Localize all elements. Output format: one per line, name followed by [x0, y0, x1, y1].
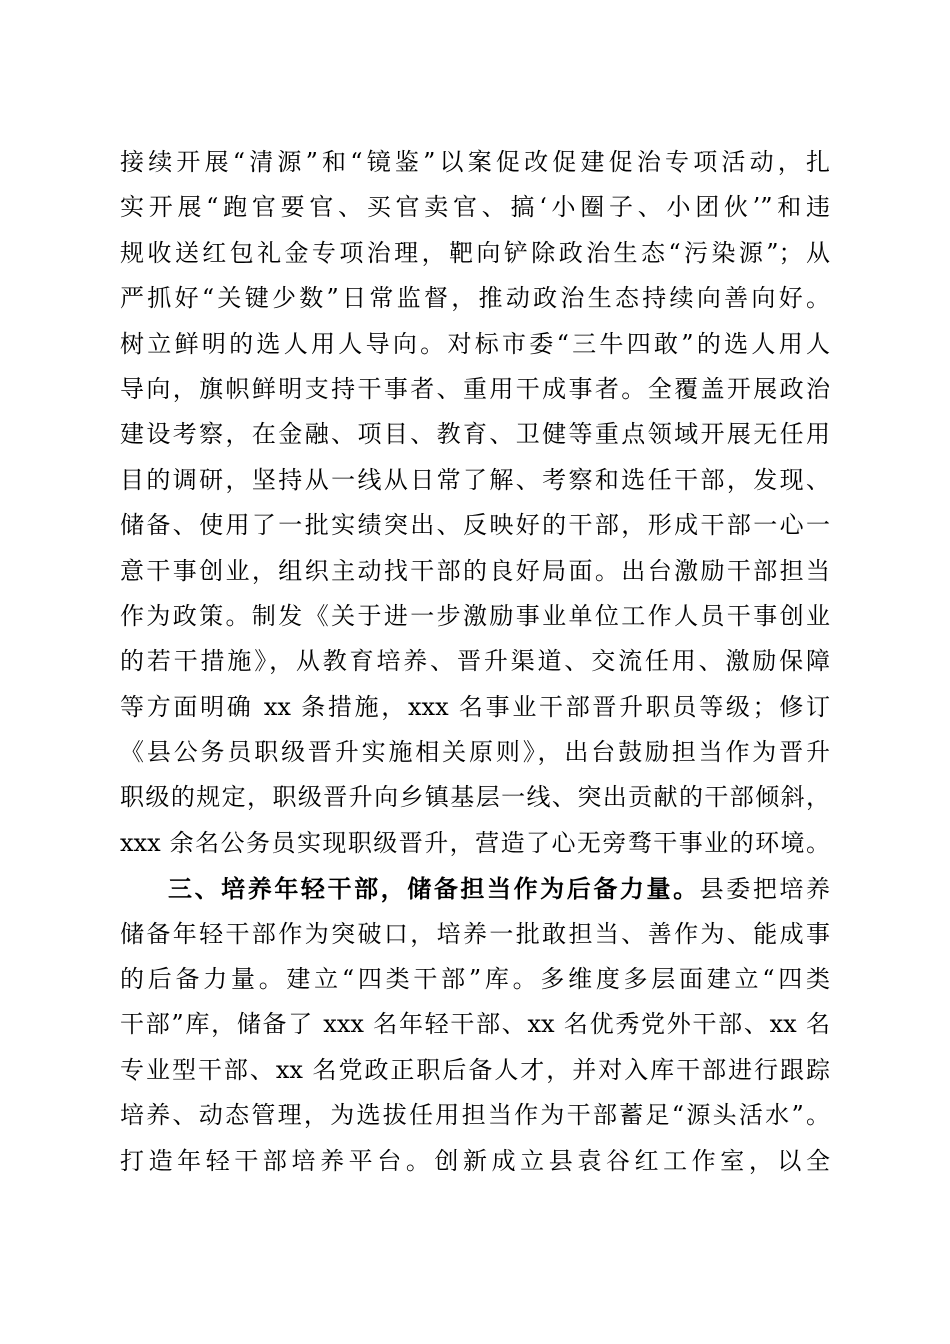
- text-line: 干部”库，储备了 xxx 名年轻干部、xx 名优秀党外干部、xx 名: [120, 1010, 830, 1039]
- text-line: 作为政策。制发《关于进一步激励事业单位工作人员干事创业: [120, 601, 830, 630]
- text-line: 意干事创业，组织主动找干部的良好局面。出台激励干部担当: [120, 556, 830, 585]
- text-line: 《县公务员职级晋升实施相关原则》，出台鼓励担当作为晋升: [120, 738, 830, 767]
- text-line: 目的调研，坚持从一线从日常了解、考察和选任干部，发现、: [120, 465, 830, 494]
- text-line: 打造年轻干部培养平台。创新成立县袁谷红工作室，以全: [120, 1146, 830, 1175]
- section-heading: 三、培养年轻干部，储备担当作为后备力量。: [168, 874, 700, 904]
- text-line: 的后备力量。建立“四类干部”库。多维度多层面建立“四类: [120, 965, 830, 994]
- text-line: 规收送红包礼金专项治理，靶向铲除政治生态“污染源”；从: [120, 238, 830, 267]
- text-line: 培养、动态管理，为选拔任用担当作为干部蓄足“源头活水”。: [120, 1101, 830, 1130]
- text-line: 导向，旗帜鲜明支持干事者、重用干成事者。全覆盖开展政治: [120, 374, 830, 403]
- text-line: 的若干措施》，从教育培养、晋升渠道、交流任用、激励保障: [120, 647, 830, 676]
- text-line: 等方面明确 xx 条措施，xxx 名事业干部晋升职员等级；修订: [120, 692, 830, 721]
- text-line: 建设考察，在金融、项目、教育、卫健等重点领域开展无任用: [120, 420, 830, 449]
- text-line: 树立鲜明的选人用人导向。对标市委“三牛四敢”的选人用人: [120, 329, 830, 358]
- section-heading-line: [120, 866, 830, 911]
- text-line: 专业型干部、xx 名党政正职后备人才，并对入库干部进行跟踪: [120, 1055, 830, 1084]
- text-line: 严抓好“关键少数”日常监督，推动政治生态持续向善向好。: [120, 284, 830, 313]
- text-line: xxx 余名公务员实现职级晋升，营造了心无旁骛干事业的环境。: [120, 828, 830, 857]
- text-line: 接续开展“清源”和“镜鉴”以案促改促建促治专项活动，扎: [120, 148, 830, 176]
- text-line: 储备年轻干部作为突破口，培养一批敢担当、善作为、能成事: [120, 919, 830, 948]
- document-page: [120, 140, 830, 1184]
- text-line: 实开展“跑官要官、买官卖官、搞‘小圈子、小团伙’”和违: [120, 193, 830, 222]
- text-line: 职级的规定，职级晋升向乡镇基层一线、突出贡献的干部倾斜，: [120, 783, 830, 812]
- section-heading-continuation: 县委把培养: [699, 875, 831, 904]
- text-line: 储备、使用了一批实绩突出、反映好的干部，形成干部一心一: [120, 511, 830, 540]
